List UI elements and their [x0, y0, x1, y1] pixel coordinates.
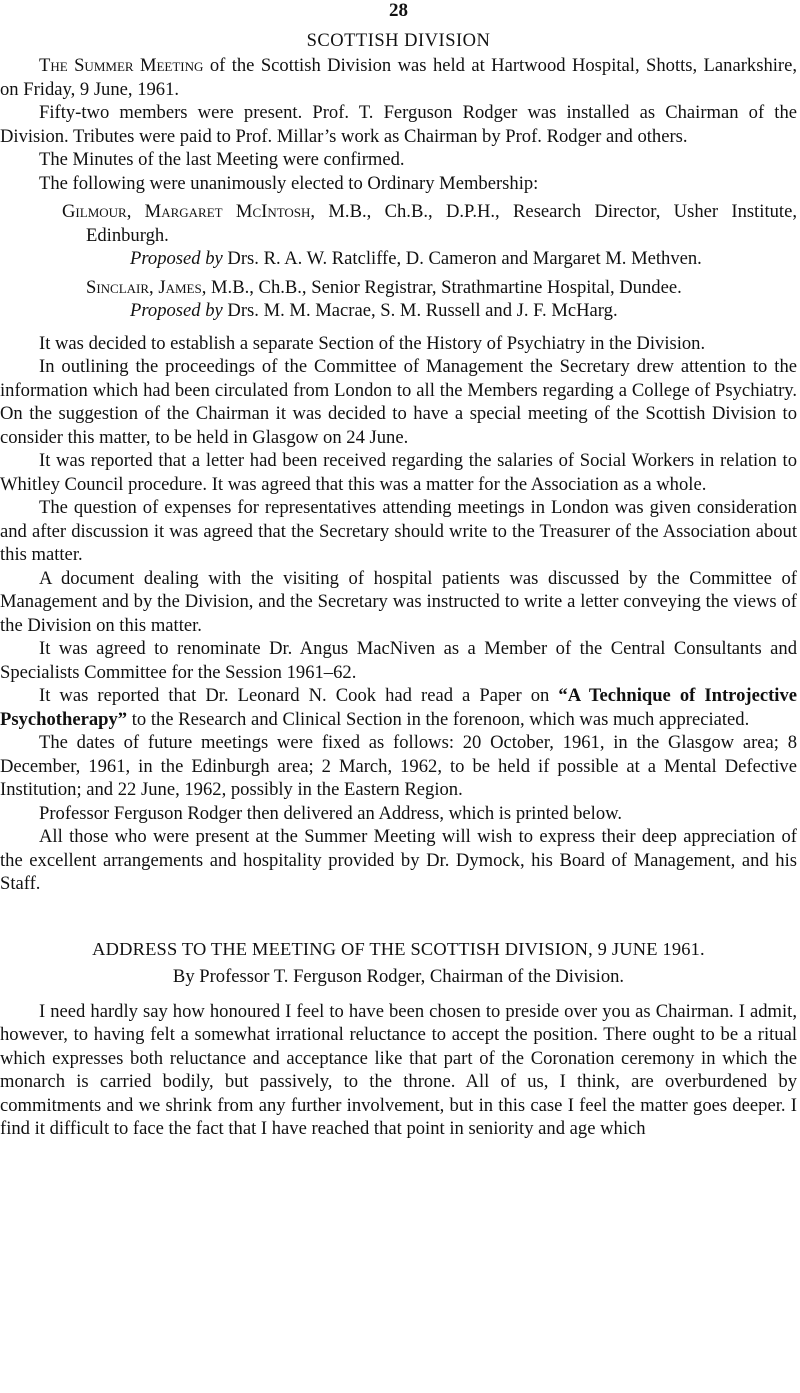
page-number: 28: [389, 0, 408, 21]
paragraph: All those who were present at the Summer Meeting will wish to express their deep appreciation of the excellent arrangements and hospitality provided by Dr. Dymock, his Board of Management, and his Staff.: [0, 826, 797, 894]
member-name: Sinclair, James,: [86, 276, 207, 298]
member-name-line: [62, 200, 797, 247]
cook-before: It was reported that Dr. Leonard N. Cook had read a Paper on: [39, 685, 559, 706]
member-name-line: [62, 276, 797, 300]
paragraph: The dates of future meetings were fixed as follows: 20 October, 1961, in the Glasgow area; 8 December, 1961, in the Edinburgh area; 2 March, 1962, to be held if possible at a Mental Defective Institution; and 22 June, 1962, possibly in the Eastern Region.: [0, 732, 797, 800]
address-title: ADDRESS TO THE MEETING OF THE SCOTTISH DIVISION, 9 JUNE 1961.: [92, 938, 705, 959]
paragraph: In outlining the proceedings of the Committee of Management the Secretary drew attention to the information which had been circulated from London to all the Members regarding a College of Psychiatry. On the suggestion of the Chairman it was decided to have a special meeting of the Scottish Division to consider this matter, to be held in Glasgow on 24 June.: [0, 356, 797, 448]
member-proposers: Drs. M. M. Macrae, S. M. Russell and J. F. McHarg.: [222, 300, 618, 321]
paragraph: It was reported that a letter had been received regarding the salaries of Social Workers in relation to Whitley Council procedure. It was agreed that this was a matter for the Association as a whole.: [0, 450, 797, 495]
member-proposers-line: [108, 299, 797, 323]
paper-title: “A Technique of Introjective Psychotherapy”: [0, 685, 797, 730]
section-title: SCOTTISH DIVISION: [306, 31, 491, 51]
intro-rest: of the Scottish Division was held at Hartwood Hospital, Shotts, Lanarkshire, on Friday, 9 June, 1961.: [0, 55, 798, 100]
address-byline: By Professor T. Ferguson Rodger, Chairman of the Division.: [172, 965, 625, 987]
intro-lead: The Summer Meeting: [39, 55, 204, 76]
paragraph: It was decided to establish a separate Section of the History of Psychiatry in the Division.: [39, 332, 706, 354]
member-proposers-line: [108, 247, 797, 271]
proposed-label: Proposed by: [130, 300, 223, 321]
member-proposers: Drs. R. A. W. Ratcliffe, D. Cameron and Margaret M. Methven.: [222, 248, 702, 269]
paragraph: Professor Ferguson Rodger then delivered an Address, which is printed below.: [39, 802, 623, 824]
member-name: Gilmour, Margaret McIntosh,: [62, 201, 316, 222]
paragraph: The Minutes of the last Meeting were confirmed.: [39, 149, 405, 170]
paragraph: Fifty-two members were present. Prof. T. Ferguson Rodger was installed as Chairman of the Division. Tributes were paid to Prof. Millar’s work as Chairman by Prof. Rodger and others.: [0, 102, 797, 147]
address-body: I need hardly say how honoured I feel to have been chosen to preside over you as Chairman. I admit, however, to having felt a somewhat irrational reluctance to accept the position. There ought to be a ritual which expresses both reluctance and acceptance like that part of the Coronation ceremony in which the monarch is carried bodily, but passively, to the throne. All of us, I think, are overburdened by commitments and we shrink from any further involvement, but in this case I feel the matter goes deeper. I find it difficult to face the fact that I have reached that point in seniority and age which: [0, 1000, 797, 1139]
paragraph: The following were unanimously elected to Ordinary Membership:: [39, 172, 539, 194]
paragraph: The question of expenses for representatives attending meetings in London was given consideration and after discussion it was agreed that the Secretary should write to the Treasurer of the Association about this matter.: [0, 497, 797, 565]
member-entry: [0, 276, 797, 323]
paragraph: A document dealing with the visiting of hospital patients was discussed by the Committee of Management and by the Division, and the Secretary was instructed to write a letter conveying the views of the Division on this matter.: [0, 567, 797, 636]
member-details: M.B., Ch.B., Senior Registrar, Strathmartine Hospital, Dundee.: [206, 276, 682, 298]
proposed-label: Proposed by: [130, 248, 223, 269]
member-details: M.B., Ch.B., D.P.H., Research Director, Usher Institute, Edinburgh.: [86, 201, 797, 246]
member-entry: [0, 200, 797, 271]
paragraph: It was agreed to renominate Dr. Angus MacNiven as a Member of the Central Consultants and Specialists Committee for the Session 1961–62.: [0, 638, 797, 683]
cook-paragraph: [0, 684, 797, 731]
intro-paragraph: [0, 54, 797, 101]
cook-after: to the Research and Clinical Section in the forenoon, which was much appreciated.: [127, 708, 750, 730]
